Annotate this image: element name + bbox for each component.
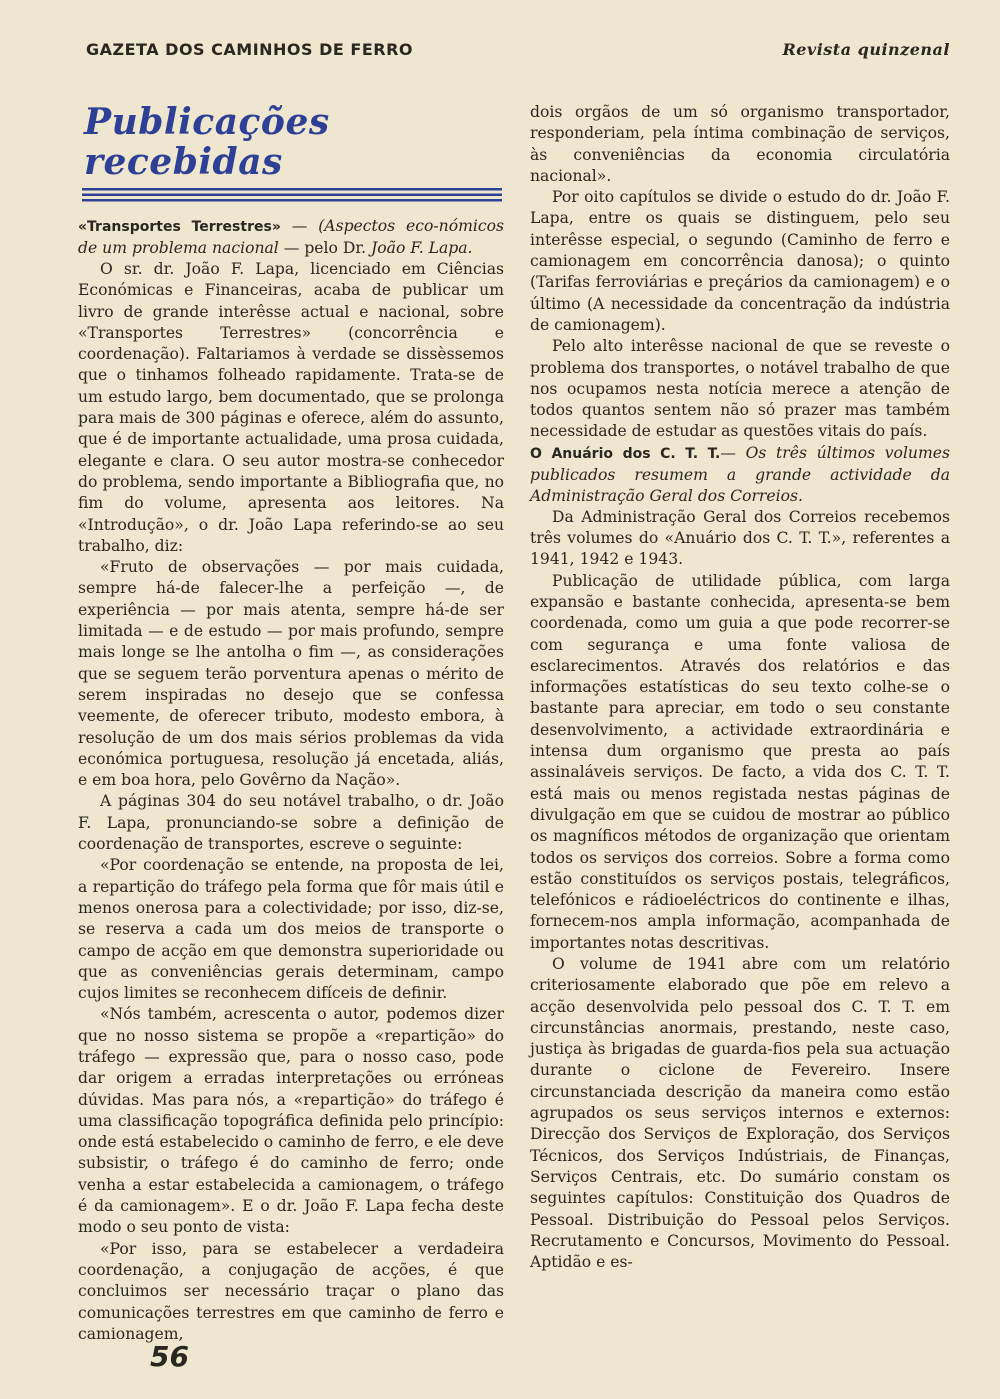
article1-paragraph: O sr. dr. João F. Lapa, licenciado em Ciências Económicas e Financeiras, acaba de publicar um livro de grande interêsse actual e nacional, sobre «Transportes Terrestres» (concorrência e coordenação). Faltariamos à verdade se dissèssemos que o tinhamos folheado rapidamente. Trata-se de um estudo largo, bem documentado, que se prolonga para mais de 300 páginas e oferece, além do assunto, que é de importante actualidade, uma prosa cuidada, elegante e clara. O seu autor mostra-se conhecedor do problema, sendo importante a Bibliografia que, no fim do volume, apresenta aos leitores. Na «Introdução», o dr. João Lapa referindo-se ao seu trabalho, diz: (78, 260, 504, 555)
article2-heading (530, 443, 950, 507)
article1-subtitle: (Aspectos eco-nómicos de um problema nacional (78, 217, 504, 257)
journal-name: GAZETA DOS CAMINHOS DE FERRO (86, 40, 414, 59)
article1-paragraph: Por oito capítulos se divide o estudo do dr. João F. Lapa, entre os quais se distinguem, pelo seu interêsse especial, o segundo (Caminho de ferro e camionagem em concorrência danosa); o quinto (Tarifas ferroviárias e preçários da camionagem) e o último (A necessidade da concentração da indústria de camionagem). (530, 188, 950, 334)
journal-subtitle: Revista quinzenal (782, 40, 950, 59)
article1-paragraph: A páginas 304 do seu notável trabalho, o dr. João F. Lapa, pronunciando-se sobre a definição de coordenação de transportes, escreve o seguinte: (78, 792, 504, 854)
right-column (530, 102, 950, 1273)
article2-paragraph: Da Administração Geral dos Correios recebemos três volumes do «Anuário dos C. T. T.», referentes a 1941, 1942 e 1943. (530, 507, 950, 569)
article2-paragraph: O volume de 1941 abre com um relatório criteriosamente elaborado que põe em relevo a acção desenvolvida pelo pessoal dos C. T. T. em circunstâncias anormais, prestando, neste caso, justiça às brigadas de guarda-fios pela sua actuação durante o ciclone de Fevereiro. Insere circunstanciada descrição da maneira como estão agrupados os seus serviços internos e externos: Direcção dos Serviços de Exploração, dos Serviços Técnicos, dos Serviços Indústriais, de Finanças, Serviços Centrais, etc. Do sumário constam os seguintes capítulos: Constituição dos Quadros de Pessoal. Distribuição do Pessoal pelos Serviços. Recrutamento e Concursos, Movimento do Pessoal. Aptidão e es- (530, 954, 950, 1272)
article1-title: «Transportes Terrestres» (78, 219, 281, 235)
section-title: Publicações recebidas (84, 101, 330, 183)
article1-paragraph: «Fruto de observações — por mais cuidada, sempre há-de falecer-lhe a perfeição —, de experiência — por mais atenta, sempre há-de ser limitada — e de estudo — por mais profundo, sempre mais longe se lhe antolha o fim —, as considerações que se seguem terão porventura apenas o mérito de serem inspiradas no desejo que se confessa veemente, de oferecer tributo, modesto embora, à resolução de um dos mais sérios problemas da vida económica portuguesa, resolução já encetada, aliás, e em boa hora, pelo Govêrno da Nação». (78, 558, 504, 790)
article1-paragraph: Pelo alto interêsse nacional de que se reveste o problema dos transportes, o notável trabalho de que nos ocupamos nesta notícia merece a atenção de todos quantos sentem não só prazer mas também necessidade de estudar as questões vitais do país. (530, 337, 950, 441)
article2-paragraph: Publicação de utilidade pública, com larga expansão e bastante conhecida, apresenta-se bem coordenada, como um guia a que pode recorrer-se com segurança e uma fonte valiosa de esclarecimentos. Através dos relatórios e das informações estatísticas do seu texto colhe-se o bastante para apreciar, em todo o seu constante desenvolvimento, a actividade extraordinária e intensa dum organismo que presta ao país assinaláveis serviços. De facto, a vida dos C. T. T. está mais ou menos registada nestas páginas de divulgação em que se cuidou de mostrar ao público os magníficos métodos de organização que orientam todos os serviços dos correios. Sobre a forma como estão constituídos os serviços postais, telegráficos, telefónicos e rádioeléctricos do continente e ilhas, fornecem-nos ampla informação, acompanhada de importantes notas descritivas. (530, 571, 950, 952)
left-column (78, 102, 504, 1345)
article1-heading: «Transportes Terrestres» — (Aspectos eco-nómicos de um problema nacional — pelo Dr. João F. Lapa. (78, 217, 504, 257)
title-rule (82, 188, 502, 202)
article2-title: O Anuário dos C. T. T. (530, 445, 721, 462)
article1-paragraph: «Por coordenação se entende, na proposta de lei, a repartição do tráfego pela forma que fôr mais útil e menos onerosa para a colectividade; por isso, diz-se, se reserva a cada um dos meios de transporte o campo de acção em que demonstra superioridade ou que as conveniências gerais determinam, campo cujos limites se reconhecem difíceis de definir. (78, 856, 504, 1003)
article1-author: João F. Lapa. (371, 239, 473, 257)
article1-paragraph: dois orgãos de um só organismo transportador, responderiam, pela íntima combinação de serviços, às conveniências da economia circulatória nacional». (530, 103, 950, 185)
article1-paragraph: «Nós também, acrescenta o autor, podemos dizer que no nosso sistema se propõe a «repartição» do tráfego — expressão que, para o nosso caso, pode dar origem a erradas interpretações ou erróneas dúvidas. Mas para nós, a «repartição» do tráfego é uma classificação topográfica definida pelo princípio: onde está estabelecido o caminho de ferro, e ele deve subsistir, o tráfego é do caminho de ferro; onde venha a estar estabelecida a camionagem, o tráfego é da camionagem». E o dr. João F. Lapa fecha deste modo o seu ponto de vista: (78, 1005, 504, 1237)
running-header (86, 40, 950, 59)
article2-subtitle: — Os três últimos volumes publicados resumem a grande actividade da Administração Geral dos Correios. (530, 443, 950, 505)
page-number: 56 (150, 1340, 189, 1373)
article1-by: — pelo Dr. (283, 239, 367, 257)
article1-paragraph: «Por isso, para se estabelecer a verdadeira coordenação, a conjugação de acções, é que concluimos ser necessário traçar o plano das comunicações terrestres em que caminho de ferro e camionagem, (78, 1239, 504, 1343)
